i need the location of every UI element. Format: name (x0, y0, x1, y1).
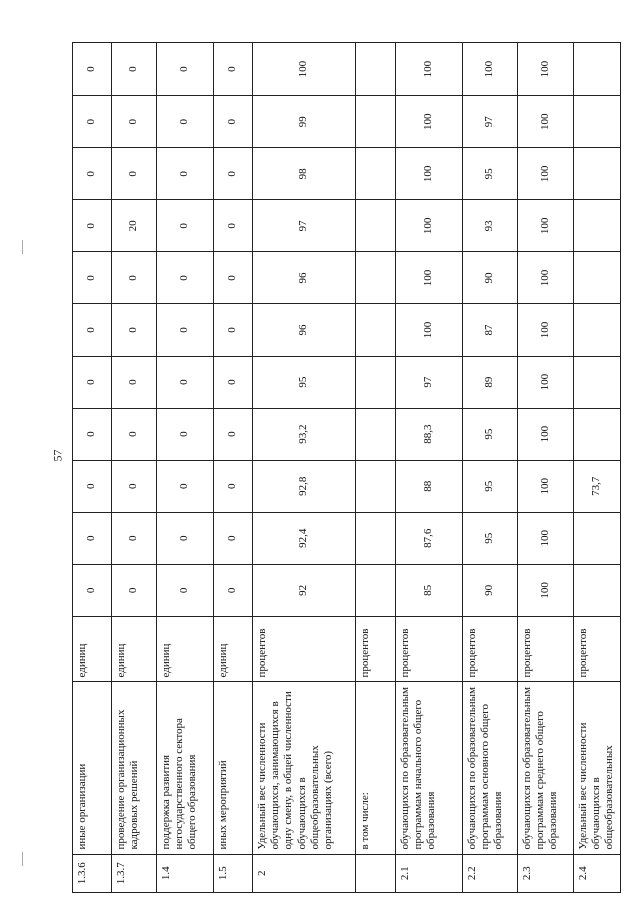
row-value-cell: 90 (463, 252, 518, 304)
row-value-cell: 0 (157, 148, 214, 200)
row-index: 1.4 (157, 854, 214, 892)
row-value-cell: 88 (396, 460, 463, 512)
row-value-cell: 95 (463, 148, 518, 200)
row-index: 2.2 (463, 854, 518, 892)
row-value-cell: 98 (253, 148, 356, 200)
row-value-cell: 100 (396, 96, 463, 148)
row-value-cell: 100 (518, 460, 574, 512)
row-indicator-name: иные организации (73, 682, 112, 854)
row-value-cell: 0 (73, 408, 112, 460)
row-index: 2.3 (518, 854, 574, 892)
row-value-cell: 100 (396, 200, 463, 252)
row-indicator-name: Удельный вес численности обучающихся в общеобразовательных (574, 682, 621, 854)
table-row (73, 43, 112, 893)
row-value-cell (574, 252, 621, 304)
row-value-cell: 85 (396, 564, 463, 616)
row-value-cell: 95 (253, 356, 356, 408)
row-unit: процентов (396, 616, 463, 682)
row-value-cell: 0 (157, 460, 214, 512)
row-value-cell: 92,4 (253, 512, 356, 564)
table-row (157, 43, 214, 893)
row-indicator-name: обучающихся по образовательным программам среднего общего образования (518, 682, 574, 854)
row-unit: процентов (356, 616, 396, 682)
row-value-cell: 100 (518, 304, 574, 356)
row-value-cell: 0 (112, 408, 157, 460)
row-value-cell: 0 (214, 408, 253, 460)
row-value-cell: 87 (463, 304, 518, 356)
row-value-cell: 0 (112, 564, 157, 616)
row-value-cell: 0 (214, 460, 253, 512)
row-value-cell: 97 (396, 356, 463, 408)
row-value-cell: 0 (214, 148, 253, 200)
row-value-cell (574, 564, 621, 616)
table-row (356, 43, 396, 893)
row-unit: единиц (214, 616, 253, 682)
row-index: 1.3.7 (112, 854, 157, 892)
table-row (463, 43, 518, 893)
row-value-cell: 0 (157, 408, 214, 460)
row-value-cell: 0 (73, 304, 112, 356)
row-value-cell: 0 (214, 43, 253, 96)
row-value-cell: 0 (73, 200, 112, 252)
row-value-cell: 0 (112, 43, 157, 96)
row-value-cell: 100 (518, 200, 574, 252)
row-value-cell (574, 148, 621, 200)
row-value-cell: 88,3 (396, 408, 463, 460)
row-value-cell: 95 (463, 512, 518, 564)
row-unit: процентов (574, 616, 621, 682)
row-unit: процентов (518, 616, 574, 682)
row-value-cell: 0 (214, 200, 253, 252)
row-value-cell: 100 (518, 512, 574, 564)
row-value-cell: 0 (73, 460, 112, 512)
row-value-cell: 95 (463, 408, 518, 460)
row-value-cell: 87,6 (396, 512, 463, 564)
row-value-cell: 0 (214, 512, 253, 564)
row-value-cell: 100 (518, 96, 574, 148)
row-value-cell: 90 (463, 564, 518, 616)
row-value-cell: 100 (518, 148, 574, 200)
row-unit: процентов (253, 616, 356, 682)
row-value-cell: 100 (463, 43, 518, 96)
row-value-cell: 0 (157, 96, 214, 148)
row-value-cell: 100 (518, 408, 574, 460)
row-value-cell: 0 (157, 200, 214, 252)
table-row (214, 43, 253, 893)
row-value-cell (574, 304, 621, 356)
row-value-cell: 93 (463, 200, 518, 252)
table-row (396, 43, 463, 893)
row-value-cell: 100 (396, 148, 463, 200)
row-value-cell: 0 (157, 43, 214, 96)
row-value-cell: 0 (157, 564, 214, 616)
table-row (518, 43, 574, 893)
page-number: 57 (50, 449, 65, 461)
row-value-cell: 0 (214, 96, 253, 148)
row-indicator-name: поддержка развития негосударственного сектора общего образования (157, 682, 214, 854)
row-value-cell: 92,8 (253, 460, 356, 512)
row-index: 1.3.6 (73, 854, 112, 892)
row-indicator-name: Удельный вес численности обучающихся, занимающихся в одну смену, в общей численности обучающихся в общеобразовательных организациях (всего) (253, 682, 356, 854)
row-unit: единиц (73, 616, 112, 682)
row-value-cell: 0 (112, 304, 157, 356)
row-value-cell (356, 43, 396, 96)
table-body (73, 43, 621, 893)
row-value-cell: 0 (73, 96, 112, 148)
row-value-cell: 99 (253, 96, 356, 148)
row-value-cell: 97 (463, 96, 518, 148)
row-value-cell: 100 (396, 252, 463, 304)
row-value-cell: 0 (112, 96, 157, 148)
margin-mark (22, 240, 23, 254)
row-value-cell (356, 408, 396, 460)
row-index: 2.1 (396, 854, 463, 892)
table-row (253, 43, 356, 893)
row-unit: единиц (157, 616, 214, 682)
row-value-cell (574, 43, 621, 96)
row-value-cell: 0 (157, 304, 214, 356)
row-value-cell (574, 512, 621, 564)
row-value-cell: 0 (157, 252, 214, 304)
row-value-cell: 0 (112, 460, 157, 512)
row-value-cell (574, 96, 621, 148)
row-value-cell: 0 (73, 43, 112, 96)
row-value-cell: 0 (214, 564, 253, 616)
row-value-cell: 0 (73, 512, 112, 564)
row-value-cell: 92 (253, 564, 356, 616)
row-indicator-name: иных мероприятий (214, 682, 253, 854)
row-indicator-name: проведение организационных кадровых решений (112, 682, 157, 854)
row-value-cell: 100 (518, 564, 574, 616)
row-value-cell: 0 (73, 252, 112, 304)
row-value-cell: 100 (518, 252, 574, 304)
margin-mark (22, 852, 23, 866)
row-value-cell: 0 (214, 304, 253, 356)
row-value-cell: 0 (73, 356, 112, 408)
row-value-cell: 0 (112, 252, 157, 304)
row-value-cell: 96 (253, 252, 356, 304)
row-value-cell (574, 408, 621, 460)
row-value-cell: 96 (253, 304, 356, 356)
row-value-cell: 100 (396, 304, 463, 356)
row-value-cell: 97 (253, 200, 356, 252)
row-value-cell: 0 (73, 148, 112, 200)
table-row (574, 43, 621, 893)
row-value-cell: 0 (73, 564, 112, 616)
row-value-cell (356, 304, 396, 356)
row-value-cell: 95 (463, 460, 518, 512)
table-row (112, 43, 157, 893)
row-indicator-name: обучающихся по образовательным программам основного общего образования (463, 682, 518, 854)
row-value-cell: 0 (214, 252, 253, 304)
row-value-cell: 100 (518, 43, 574, 96)
row-value-cell (356, 148, 396, 200)
row-indicator-name: в том числе: (356, 682, 396, 854)
row-value-cell: 100 (518, 356, 574, 408)
row-value-cell: 100 (396, 43, 463, 96)
row-value-cell (356, 356, 396, 408)
row-index: 2 (253, 854, 356, 892)
row-index (356, 854, 396, 892)
row-value-cell (356, 252, 396, 304)
row-value-cell (356, 564, 396, 616)
row-index: 1.5 (214, 854, 253, 892)
row-value-cell: 0 (112, 356, 157, 408)
row-value-cell: 20 (112, 200, 157, 252)
row-value-cell (574, 356, 621, 408)
row-value-cell: 0 (112, 148, 157, 200)
rotated-table-frame (72, 42, 616, 893)
row-value-cell (356, 460, 396, 512)
row-unit: единиц (112, 616, 157, 682)
row-value-cell: 73,7 (574, 460, 621, 512)
row-indicator-name: обучающихся по образовательным программам начального общего образования (396, 682, 463, 854)
row-value-cell: 0 (214, 356, 253, 408)
indicators-table (72, 42, 621, 893)
row-value-cell: 0 (157, 356, 214, 408)
row-value-cell: 100 (253, 43, 356, 96)
row-unit: процентов (463, 616, 518, 682)
row-value-cell: 0 (112, 512, 157, 564)
row-value-cell (574, 200, 621, 252)
row-value-cell: 0 (157, 512, 214, 564)
row-value-cell: 89 (463, 356, 518, 408)
row-value-cell (356, 512, 396, 564)
row-value-cell: 93,2 (253, 408, 356, 460)
row-value-cell (356, 96, 396, 148)
row-value-cell (356, 200, 396, 252)
row-index: 2.4 (574, 854, 621, 892)
